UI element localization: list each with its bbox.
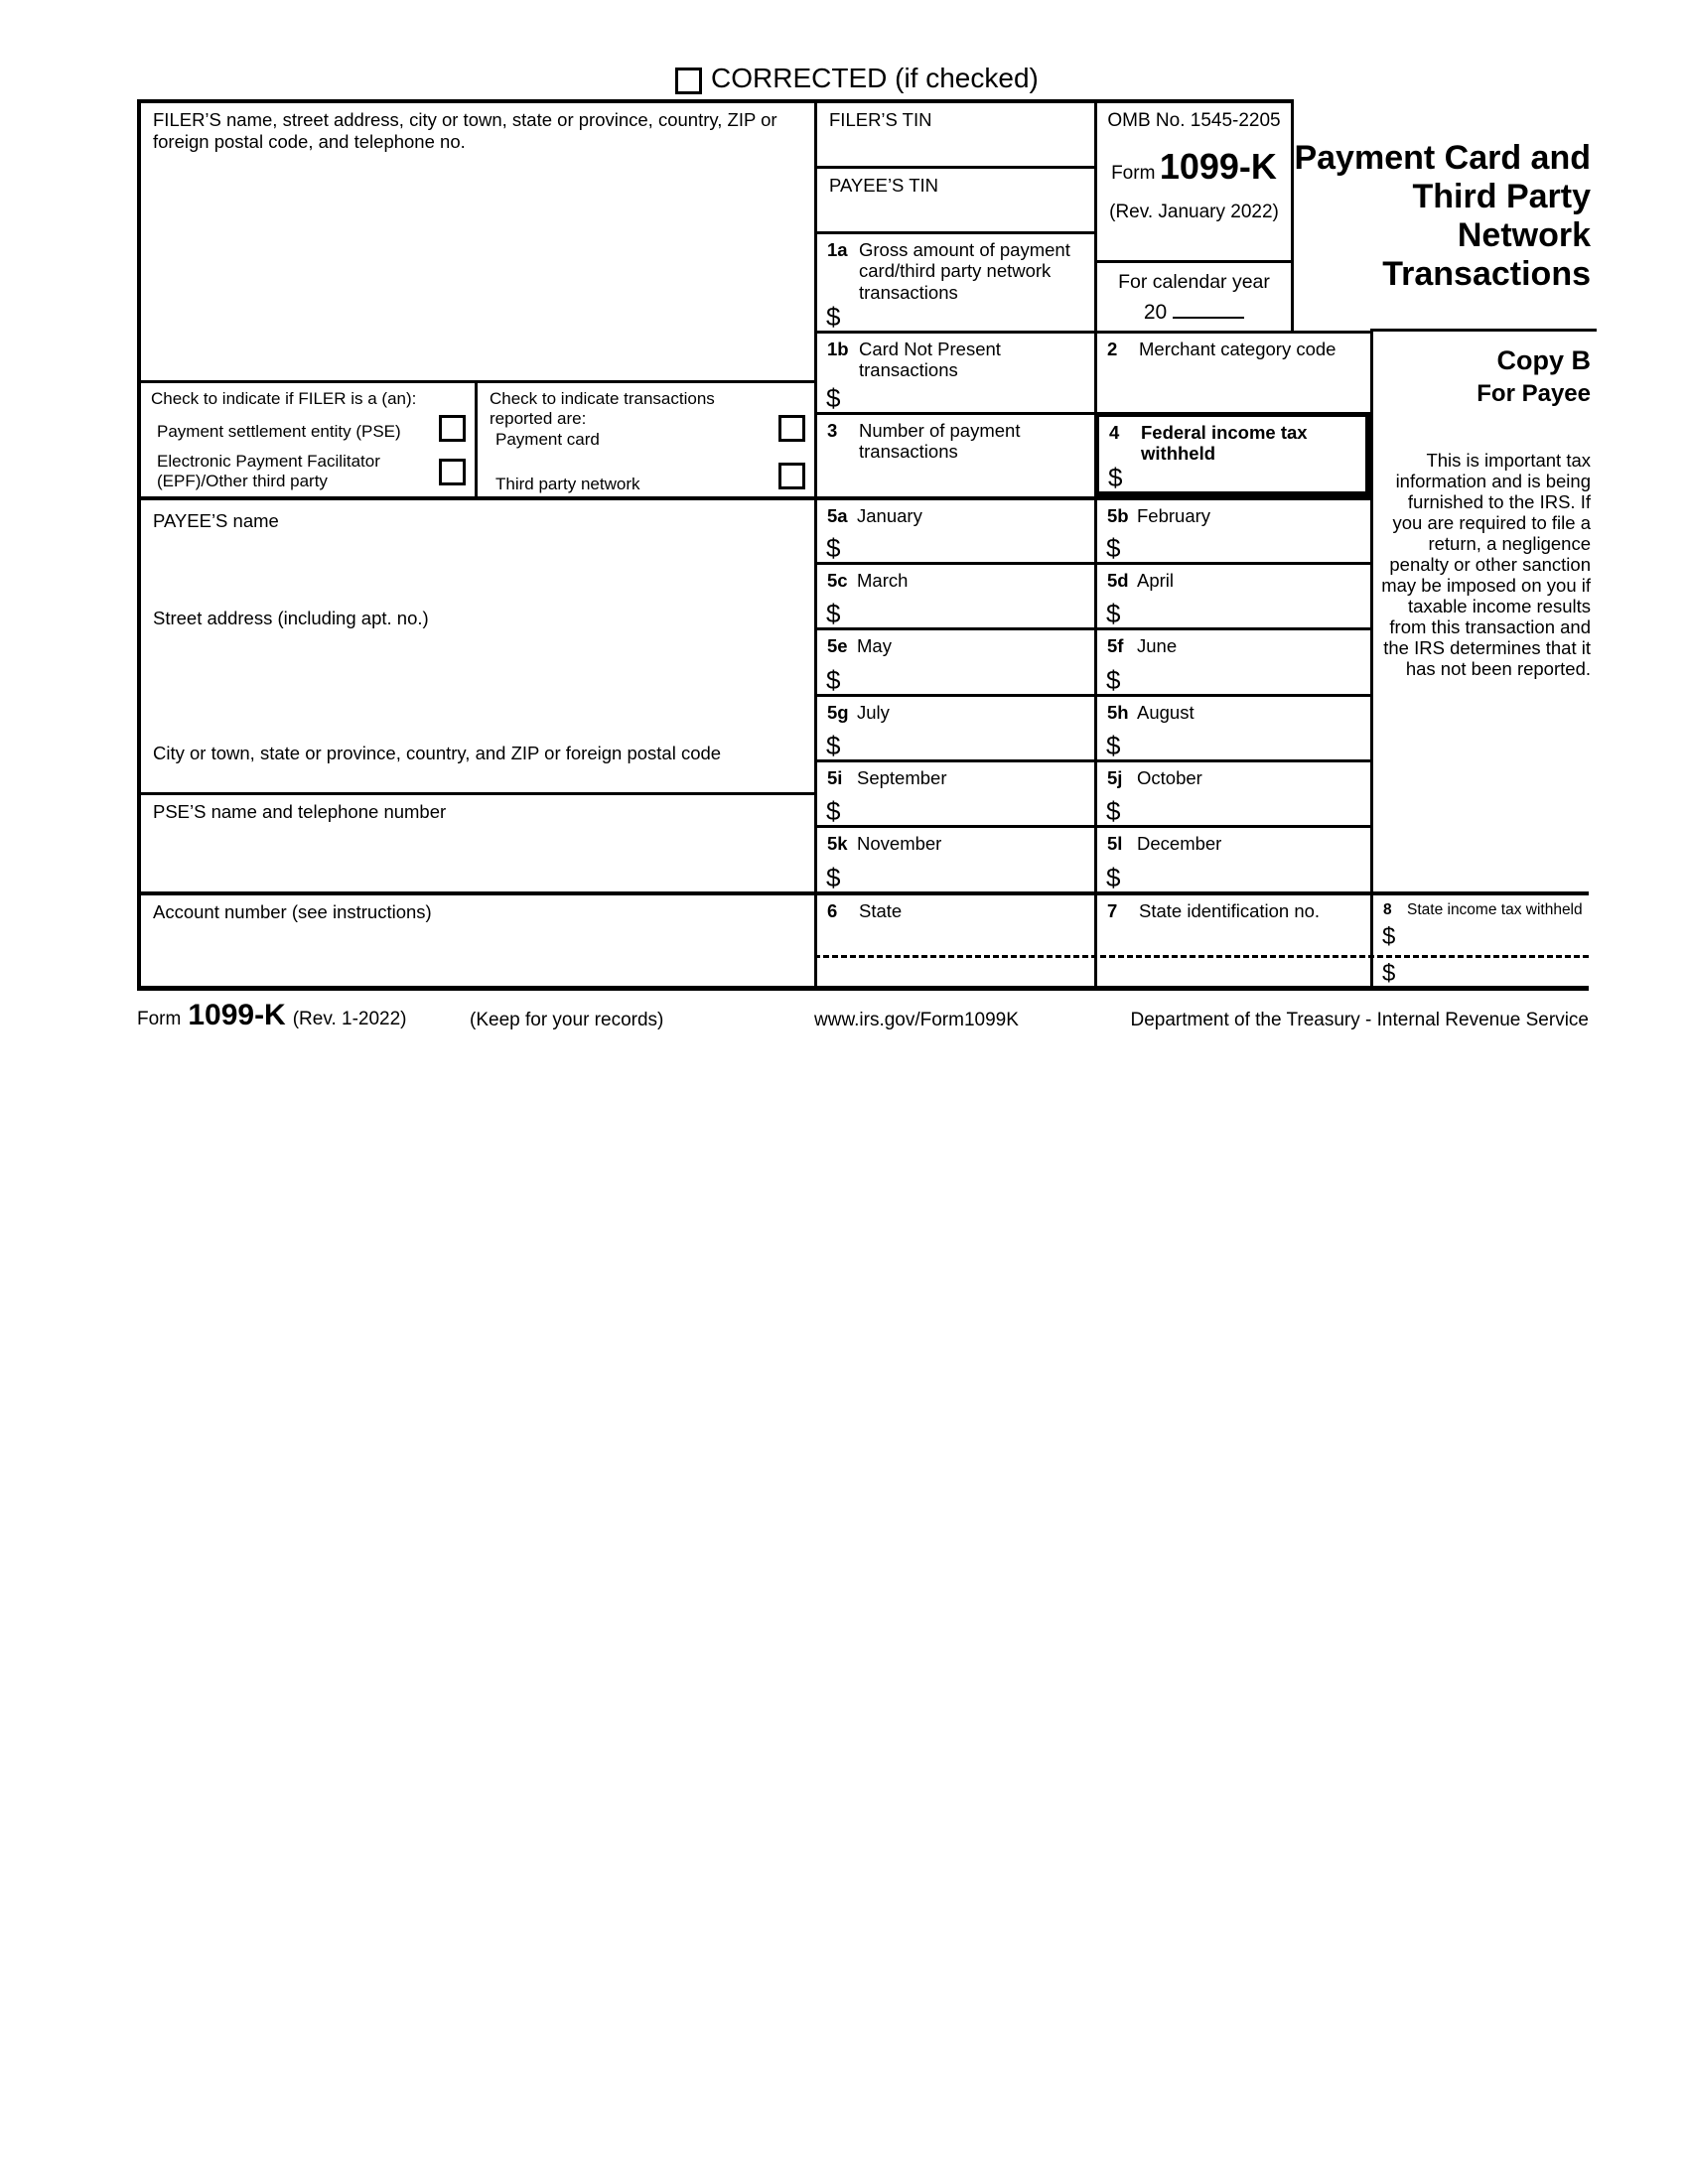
- account-number-box[interactable]: [137, 891, 814, 991]
- filer-tin-box[interactable]: [814, 99, 1094, 166]
- form-title: Payment Card and Third Party Network Transactions: [1294, 139, 1591, 293]
- box-8[interactable]: [1370, 891, 1589, 991]
- box-5d-number: 5d: [1107, 570, 1129, 591]
- box-5g-label: July: [857, 702, 890, 723]
- payee-tin-label: PAYEE’S TIN: [829, 175, 939, 196]
- form-revision: (Rev. January 2022): [1109, 202, 1279, 222]
- box-2-label: Merchant category code: [1139, 339, 1336, 359]
- footer-form-word: Form: [137, 1009, 182, 1029]
- box-5g[interactable]: [814, 694, 1094, 759]
- box-5f-dollar-sign: $: [1106, 665, 1121, 695]
- corrected-checkbox[interactable]: [675, 68, 702, 94]
- box-3[interactable]: [814, 412, 1094, 496]
- box-8-number: 8: [1383, 901, 1392, 918]
- form-word: Form: [1111, 163, 1156, 184]
- box-5j[interactable]: [1094, 759, 1370, 825]
- footer-agency: Department of the Treasury - Internal Revenue Service: [1130, 1010, 1589, 1030]
- footer-form-revision: (Rev. 1-2022): [292, 1009, 407, 1029]
- box-5i-number: 5i: [827, 767, 843, 788]
- payee-address-box[interactable]: [137, 496, 814, 792]
- copy-b-label: Copy B: [1496, 345, 1591, 375]
- box-5b-number: 5b: [1107, 505, 1129, 526]
- corrected-label: CORRECTED (if checked): [711, 63, 1039, 93]
- box-5e-number: 5e: [827, 635, 848, 656]
- box-8-dollar-sign-top: $: [1382, 923, 1396, 950]
- footer-form-number: 1099-K: [188, 999, 286, 1031]
- filer-type-option-epf-label: Electronic Payment Facilitator (EPF)/Other third party: [157, 452, 380, 491]
- footer-website: www.irs.gov/Form1099K: [814, 1010, 1019, 1030]
- filer-type-epf-checkbox[interactable]: [439, 459, 466, 485]
- filer-type-heading: Check to indicate if FILER is a (an):: [151, 389, 417, 408]
- city-state-zip-label: City or town, state or province, country, and ZIP or foreign postal code: [153, 743, 722, 763]
- box-5h-number: 5h: [1107, 702, 1129, 723]
- box-3-number: 3: [827, 420, 838, 441]
- box-5a-number: 5a: [827, 505, 848, 526]
- box-5b[interactable]: [1094, 496, 1370, 562]
- box-5f-label: June: [1137, 635, 1178, 656]
- box-1a[interactable]: [814, 231, 1094, 331]
- box-5j-dollar-sign: $: [1106, 796, 1121, 826]
- box-5f[interactable]: [1094, 627, 1370, 694]
- box-5c-label: March: [857, 570, 909, 591]
- box-5i[interactable]: [814, 759, 1094, 825]
- box-5a-label: January: [857, 505, 922, 526]
- filer-address-label: FILER’S name, street address, city or town, state or province, country, ZIP or foreign postal code, and telephone no.: [153, 109, 777, 152]
- calendar-year-blank[interactable]: [1173, 297, 1244, 319]
- box-5b-dollar-sign: $: [1106, 533, 1121, 563]
- payee-name-label: PAYEE’S name: [153, 510, 279, 531]
- box-5l[interactable]: [1094, 825, 1370, 891]
- box-5e[interactable]: [814, 627, 1094, 694]
- box-5d-label: April: [1137, 570, 1175, 591]
- filer-type-pse-checkbox[interactable]: [439, 415, 466, 442]
- omb-number: OMB No. 1545-2205: [1107, 110, 1281, 131]
- calendar-year-label: For calendar year: [1118, 271, 1270, 293]
- box-5d[interactable]: [1094, 562, 1370, 627]
- box-5f-number: 5f: [1107, 635, 1124, 656]
- box-5j-number: 5j: [1107, 767, 1123, 788]
- box-1b[interactable]: [814, 331, 1094, 412]
- transaction-type-box: [475, 380, 814, 496]
- transaction-type-heading: Check to indicate transactions reported are:: [490, 389, 715, 429]
- filer-tin-label: FILER’S TIN: [829, 109, 932, 130]
- for-payee-label: For Payee: [1477, 380, 1591, 407]
- box-4-dollar-sign: $: [1108, 463, 1123, 492]
- box-5b-label: February: [1137, 505, 1211, 526]
- copy-b-panel: [1370, 329, 1597, 891]
- box-5k-dollar-sign: $: [826, 863, 841, 892]
- filer-type-box: [137, 380, 475, 496]
- filer-address-box[interactable]: [137, 99, 814, 380]
- box-5c[interactable]: [814, 562, 1094, 627]
- box-5a[interactable]: [814, 496, 1094, 562]
- box-5h-label: August: [1137, 702, 1195, 723]
- payee-tin-box[interactable]: [814, 166, 1094, 231]
- street-address-label: Street address (including apt. no.): [153, 608, 429, 628]
- box-8-dollar-sign-bottom: $: [1382, 960, 1396, 987]
- filer-type-option-pse-label: Payment settlement entity (PSE): [157, 422, 401, 441]
- pse-name-label: PSE’S name and telephone number: [153, 801, 447, 822]
- box-6[interactable]: [814, 891, 1094, 991]
- box-5j-label: October: [1137, 767, 1202, 788]
- box-5k-label: November: [857, 833, 942, 854]
- box-4[interactable]: [1094, 412, 1370, 496]
- box-1a-label: Gross amount of payment card/third party network transactions: [859, 239, 1070, 303]
- box-3-label: Number of payment transactions: [859, 420, 1021, 463]
- box-5h-dollar-sign: $: [1106, 731, 1121, 760]
- payment-card-checkbox[interactable]: [778, 415, 805, 442]
- box-5g-number: 5g: [827, 702, 849, 723]
- box-5l-dollar-sign: $: [1106, 863, 1121, 892]
- box-4-number: 4: [1109, 422, 1120, 443]
- payee-notice: This is important tax information and is being furnished to the IRS. If you are required to file a return, a negligence penalty or other sanction may be imposed on you if taxable income results from this transaction and the IRS determines that it has not been reported.: [1381, 450, 1591, 679]
- box-5l-label: December: [1137, 833, 1222, 854]
- account-number-label: Account number (see instructions): [153, 901, 432, 922]
- footer-form-id: [137, 1001, 407, 1030]
- box-5l-number: 5l: [1107, 833, 1123, 854]
- box-7[interactable]: [1094, 891, 1370, 991]
- box-8-label: State income tax withheld: [1407, 901, 1583, 918]
- box-7-label: State identification no.: [1139, 900, 1321, 921]
- box-2[interactable]: [1094, 331, 1370, 412]
- box-5c-dollar-sign: $: [826, 599, 841, 628]
- box-1b-number: 1b: [827, 339, 849, 359]
- box-5e-dollar-sign: $: [826, 665, 841, 695]
- box-2-number: 2: [1107, 339, 1118, 359]
- box-6-label: State: [859, 900, 903, 921]
- box-5k-number: 5k: [827, 833, 848, 854]
- pse-name-box[interactable]: [137, 792, 814, 891]
- box-4-label: Federal income tax withheld: [1141, 422, 1308, 465]
- box-5i-dollar-sign: $: [826, 796, 841, 826]
- box-1b-dollar-sign: $: [826, 383, 841, 413]
- transaction-type-payment-card-label: Payment card: [495, 430, 600, 449]
- calendar-year-prefix: 20: [1143, 301, 1168, 324]
- box-1a-number: 1a: [827, 239, 848, 260]
- transaction-type-third-party-label: Third party network: [495, 475, 640, 493]
- box-5k[interactable]: [814, 825, 1094, 891]
- footer-keep-note: (Keep for your records): [470, 1010, 664, 1030]
- box-5c-number: 5c: [827, 570, 848, 591]
- state-row-dashed-divider: [814, 955, 1589, 958]
- box-7-number: 7: [1107, 900, 1118, 921]
- box-5d-dollar-sign: $: [1106, 599, 1121, 628]
- form-number: 1099-K: [1159, 146, 1277, 187]
- box-5g-dollar-sign: $: [826, 731, 841, 760]
- box-6-number: 6: [827, 900, 838, 921]
- box-5e-label: May: [857, 635, 892, 656]
- third-party-network-checkbox[interactable]: [778, 463, 805, 489]
- box-5a-dollar-sign: $: [826, 533, 841, 563]
- box-5h[interactable]: [1094, 694, 1370, 759]
- box-1a-dollar-sign: $: [826, 302, 841, 332]
- box-1b-label: Card Not Present transactions: [859, 339, 1001, 381]
- box-5i-label: September: [857, 767, 947, 788]
